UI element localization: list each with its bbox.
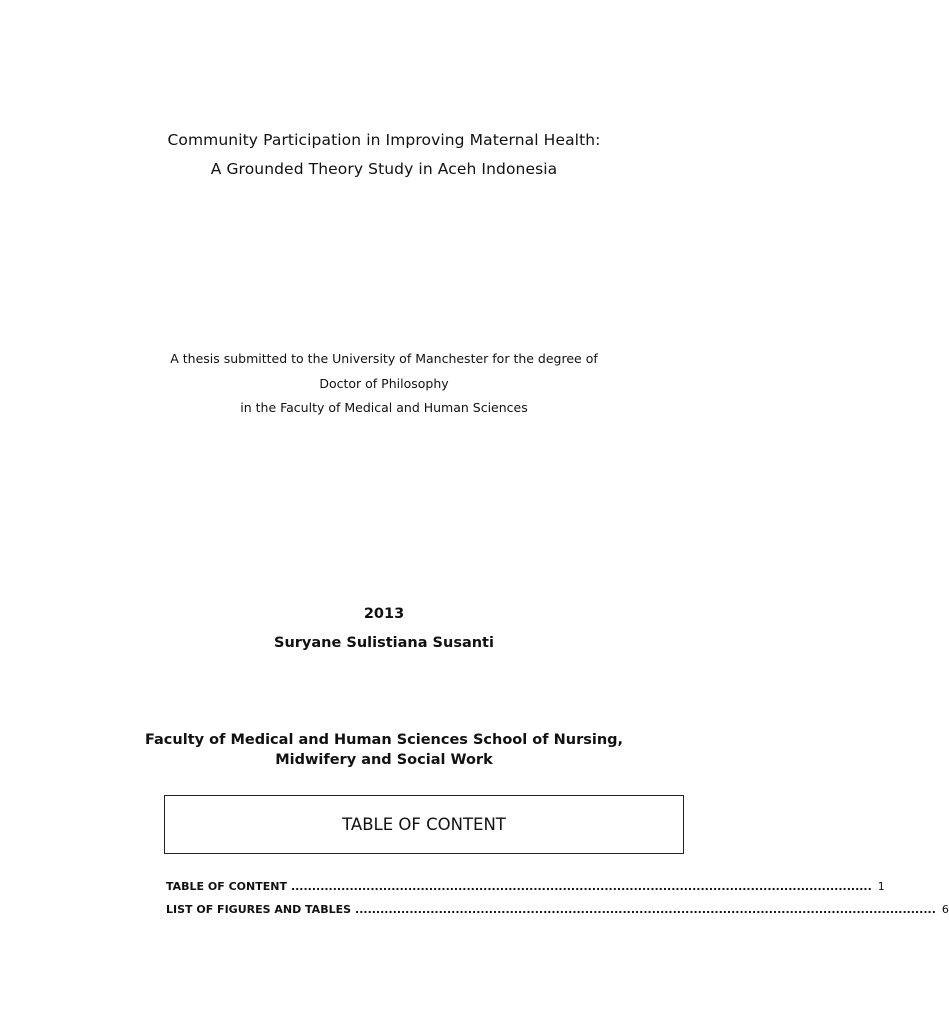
toc-entry-page-number: 6 — [941, 903, 949, 916]
faculty-line-2: Midwifery and Social Work — [275, 752, 493, 768]
toc-entry-leader: ........................................................................................................................................... — [355, 903, 936, 916]
author-name: Suryane Sulistiana Susanti — [274, 635, 494, 651]
toc-entry-leader: ........................................................................................................................................... — [290, 880, 872, 893]
toc-entry-label: TABLE OF CONTENT — [166, 880, 287, 893]
faculty-line-1: Faculty of Medical and Human Sciences School of Nursing, — [144, 732, 624, 748]
toc-entry-page-number: 1 — [877, 880, 885, 893]
toc-heading-box — [164, 795, 684, 854]
toc-entry[interactable] — [166, 880, 885, 893]
toc-entry-label: LIST OF FIGURES AND TABLES — [166, 903, 352, 916]
toc-entry[interactable] — [166, 903, 949, 916]
title-line-2: A Grounded Theory Study in Aceh Indonesia — [210, 160, 558, 178]
publication-year: 2013 — [363, 606, 405, 622]
thesis-statement-line-1: A thesis submitted to the University of Manchester for the degree of — [170, 351, 598, 366]
thesis-statement-line-2: Doctor of Philosophy — [319, 376, 449, 391]
toc-heading: TABLE OF CONTENT — [342, 815, 506, 834]
thesis-statement-line-3: in the Faculty of Medical and Human Sciences — [240, 400, 528, 415]
title-line-1: Community Participation in Improving Maternal Health: — [167, 131, 601, 149]
